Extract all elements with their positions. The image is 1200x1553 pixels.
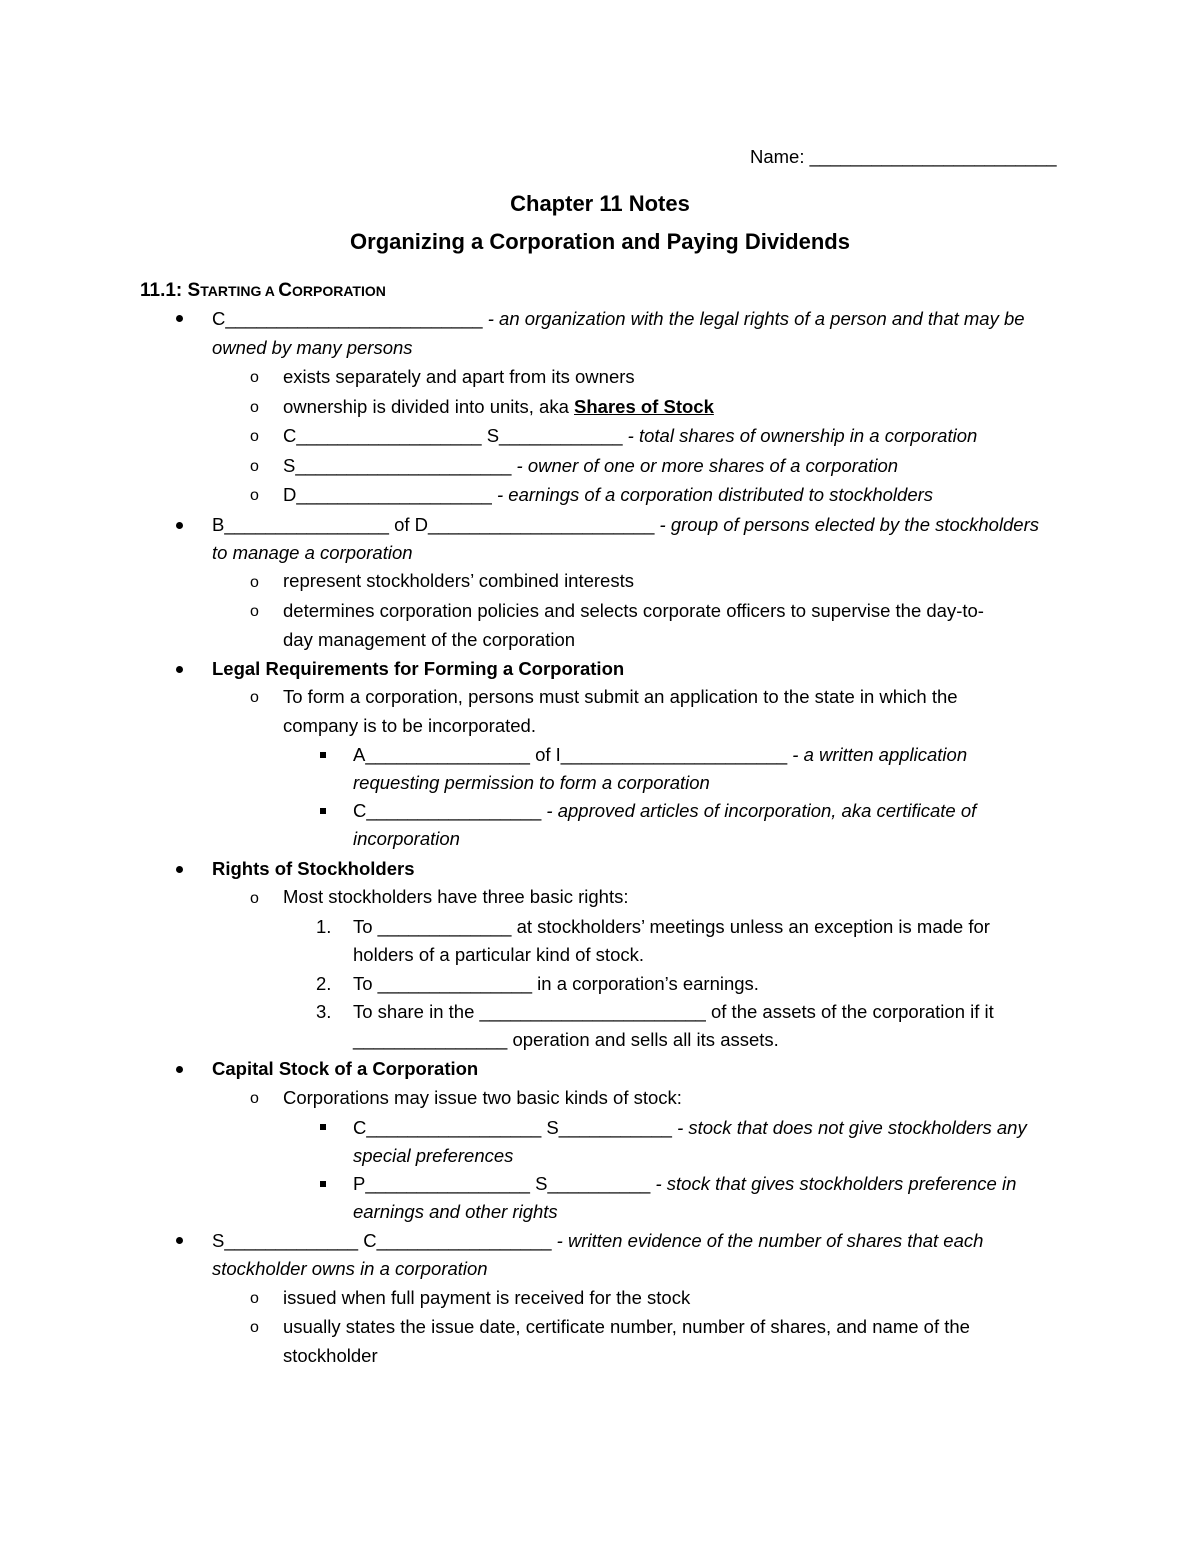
- section-word2-rest: ORPORATION: [292, 283, 386, 299]
- shares-of-stock-term: Shares of Stock: [574, 396, 714, 417]
- bullet-icon: [176, 666, 183, 673]
- corporation-sub2-text: ownership is divided into units, aka: [283, 396, 575, 417]
- charter-definition-cont: incorporation: [353, 828, 460, 849]
- corporation-item: [212, 307, 1025, 331]
- common-stock-blank: C_________________ S___________: [353, 1117, 672, 1138]
- right-2-text: To _______________ in a corporation’s earnings.: [353, 973, 759, 994]
- stockholder-blank: S_____________________: [283, 455, 512, 476]
- right-3-text: To share in the ______________________ of the assets of the corporation if it: [353, 1001, 994, 1022]
- capital-stock-heading: Capital Stock of a Corporation: [212, 1058, 479, 1079]
- right-1-text-cont: holders of a particular kind of stock.: [353, 944, 645, 965]
- articles-definition: - a written application: [787, 744, 968, 765]
- circle-bullet-icon: o: [250, 1290, 259, 1307]
- circle-bullet-icon: o: [250, 428, 259, 445]
- circle-bullet-icon: o: [250, 689, 259, 706]
- charter-item: [353, 799, 976, 823]
- square-bullet-icon: [320, 808, 326, 814]
- chapter-subtitle: Organizing a Corporation and Paying Dividends: [350, 229, 850, 254]
- rights-sub1: Most stockholders have three basic rights:: [283, 886, 629, 907]
- stock-certificate-definition-cont: stockholder owns in a corporation: [212, 1258, 488, 1279]
- corporation-sub1: exists separately and apart from its owners: [283, 366, 635, 387]
- board-sub2: determines corporation policies and selects corporate officers to supervise the day-to-: [283, 600, 984, 621]
- preferred-stock-blank: P________________ S__________: [353, 1173, 651, 1194]
- right-2-number: 2.: [316, 973, 332, 994]
- right-3-text-cont: _______________ operation and sells all its assets.: [353, 1029, 779, 1050]
- bullet-icon: [176, 315, 183, 322]
- chapter-title: Chapter 11 Notes: [510, 191, 690, 216]
- square-bullet-icon: [320, 1181, 326, 1187]
- corporation-definition: - an organization with the legal rights of a person and that may be: [482, 308, 1025, 329]
- dividends-definition: - earnings of a corporation distributed to stockholders: [491, 484, 934, 505]
- bullet-icon: [176, 866, 183, 873]
- circle-bullet-icon: o: [250, 890, 259, 907]
- dividends-blank: D___________________: [283, 484, 492, 505]
- section-word2-cap: C: [278, 280, 292, 301]
- articles-definition-cont: requesting permission to form a corporation: [353, 772, 710, 793]
- corporation-definition-cont: owned by many persons: [212, 337, 413, 358]
- section-word1-rest: TARTING A: [200, 283, 279, 299]
- bullet-icon: [176, 1066, 183, 1073]
- charter-blank: C_________________: [353, 800, 542, 821]
- stockholder-definition: - owner of one or more shares of a corporation: [511, 455, 899, 476]
- capital-stock-definition: - total shares of ownership in a corporation: [622, 425, 978, 446]
- bullet-icon: [176, 1237, 183, 1244]
- square-bullet-icon: [320, 1124, 326, 1130]
- preferred-stock-definition-cont: earnings and other rights: [353, 1201, 558, 1222]
- section-heading: [140, 279, 386, 303]
- board-definition-cont: to manage a corporation: [212, 542, 413, 563]
- right-1-text: To _____________ at stockholders’ meetings unless an exception is made for: [353, 916, 990, 937]
- circle-bullet-icon: o: [250, 1090, 259, 1107]
- common-stock-definition-cont: special preferences: [353, 1145, 514, 1166]
- section-word1-cap: S: [187, 280, 201, 301]
- name-field-label[interactable]: Name: ________________________: [750, 146, 1057, 167]
- circle-bullet-icon: o: [250, 574, 259, 591]
- stock-certificate-definition: - written evidence of the number of shares that each: [551, 1230, 984, 1251]
- square-bullet-icon: [320, 752, 326, 758]
- board-item: [212, 513, 1039, 537]
- bullet-icon: [176, 522, 183, 529]
- rights-heading: Rights of Stockholders: [212, 858, 415, 879]
- common-stock-item: [353, 1116, 1027, 1140]
- corporation-blank: C_________________________: [212, 308, 483, 329]
- preferred-stock-definition: - stock that gives stockholders preference in: [650, 1173, 1017, 1194]
- capital-stock-item: [283, 424, 977, 448]
- board-definition: - group of persons elected by the stockholders: [654, 514, 1039, 535]
- legal-requirements-heading: Legal Requirements for Forming a Corporation: [212, 658, 625, 679]
- stock-certificate-item: [212, 1229, 983, 1253]
- board-blank: B________________ of D______________________: [212, 514, 655, 535]
- board-sub2-cont: day management of the corporation: [283, 629, 576, 650]
- circle-bullet-icon: o: [250, 603, 259, 620]
- stock-certificate-sub2: usually states the issue date, certificate number, number of shares, and name of the: [283, 1316, 970, 1337]
- common-stock-definition: - stock that does not give stockholders any: [671, 1117, 1027, 1138]
- capital-stock-blank: C__________________ S____________: [283, 425, 623, 446]
- charter-definition: - approved articles of incorporation, aka certificate of: [541, 800, 977, 821]
- board-sub1: represent stockholders’ combined interests: [283, 570, 634, 591]
- preferred-stock-item: [353, 1172, 1016, 1196]
- stock-certificate-sub1: issued when full payment is received for the stock: [283, 1287, 691, 1308]
- stockholder-item: [283, 454, 898, 478]
- circle-bullet-icon: o: [250, 487, 259, 504]
- circle-bullet-icon: o: [250, 1319, 259, 1336]
- dividends-item: [283, 483, 933, 507]
- stock-certificate-sub2-cont: stockholder: [283, 1345, 378, 1366]
- stock-certificate-blank: S_____________ C_________________: [212, 1230, 552, 1251]
- corporation-sub2: [283, 395, 714, 419]
- section-number: 11.1:: [140, 280, 188, 301]
- articles-item: [353, 743, 967, 767]
- circle-bullet-icon: o: [250, 458, 259, 475]
- circle-bullet-icon: o: [250, 369, 259, 386]
- right-1-number: 1.: [316, 916, 332, 937]
- legal-sub1: To form a corporation, persons must submit an application to the state in which the: [283, 686, 958, 707]
- articles-blank: A________________ of I______________________: [353, 744, 788, 765]
- capital-stock-sub1: Corporations may issue two basic kinds of stock:: [283, 1087, 682, 1108]
- circle-bullet-icon: o: [250, 399, 259, 416]
- legal-sub1-cont: company is to be incorporated.: [283, 715, 536, 736]
- right-3-number: 3.: [316, 1001, 332, 1022]
